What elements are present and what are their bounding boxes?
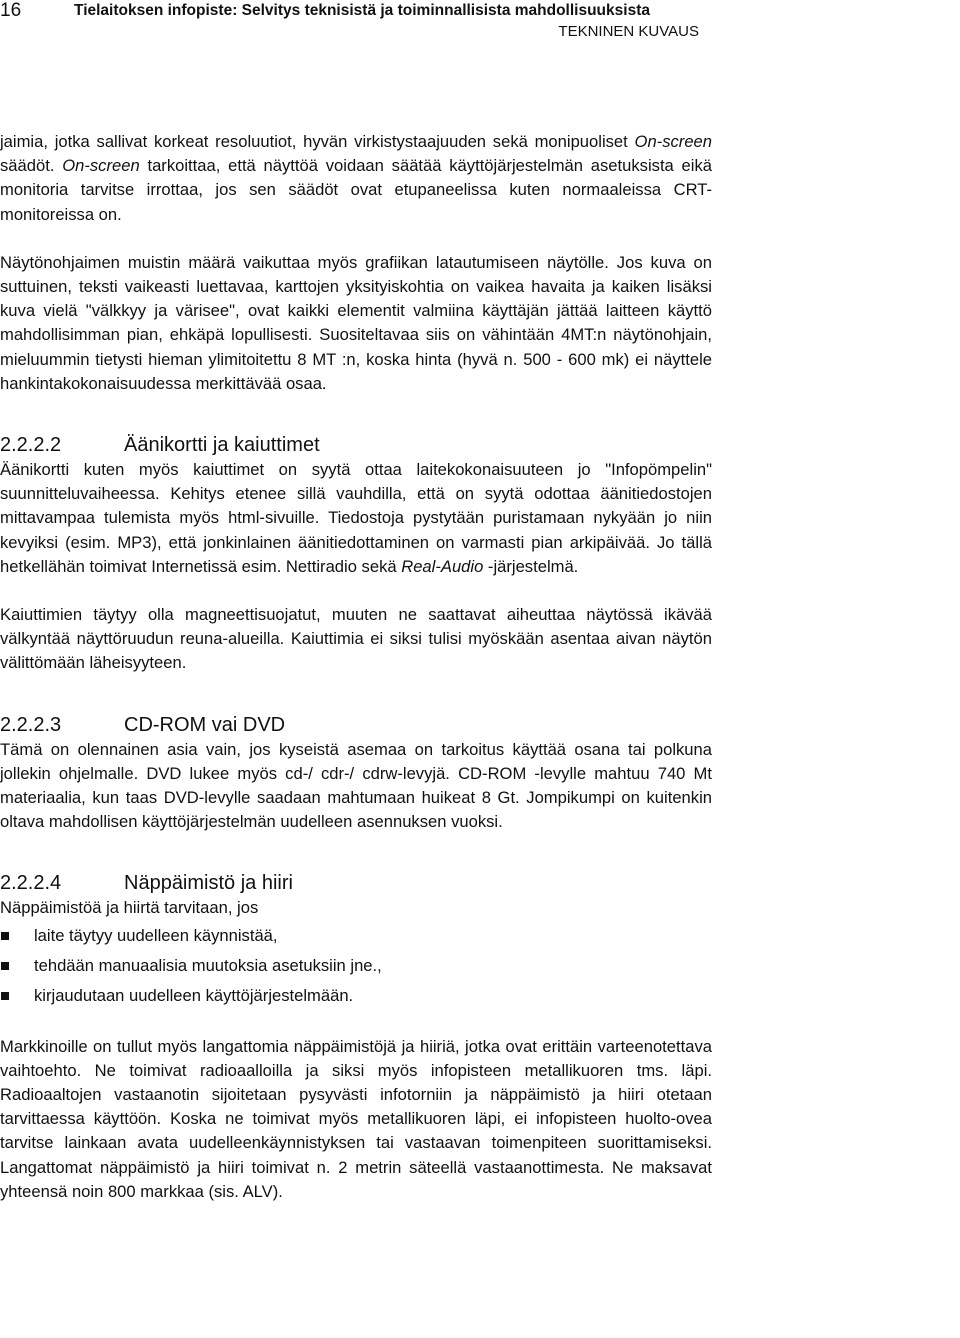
page-number: 16 xyxy=(0,0,22,21)
emphasis-real-audio: Real-Audio xyxy=(401,556,484,576)
emphasis-on-screen-2: On-screen xyxy=(62,156,140,176)
section-number: 2.2.2.2 xyxy=(0,434,62,457)
section-number: 2.2.2.4 xyxy=(0,872,62,895)
list-item: laite täytyy uudelleen käynnistää, xyxy=(0,921,712,951)
intro-paragraph-1: jaimia, jotka sallivat korkeat resoluutiot, hyvän virkistystaajuuden sekä monipuoliset On-screen säädöt. On-screen tarkoittaa, että näyttöä voidaan säätää käyttöjärjestelmän asetuksista eikä monitoria tarvitse irrottaa, jos sen säädöt ovat etupaneelissa kuten normaaleissa CRT-monitoreissa on. xyxy=(0,132,712,224)
keyboard-intro: Näppäimistöä ja hiirtä tarvitaan, jos xyxy=(0,898,259,918)
list-item: tehdään manuaalisia muutoksia asetuksiin jne., xyxy=(0,951,712,981)
section-heading-cdrom xyxy=(0,712,712,738)
bullet-square-icon xyxy=(1,992,9,1000)
sound-paragraph-2: Kaiuttimien täytyy olla magneettisuojatut, muuten ne saattavat aiheuttaa näytössä ikävää välkyntää näyttöruudun reuna-alueilla. Kaiuttimia ei siksi tulisi myöskään asentaa aivan näytön välittömään läheisyyteen. xyxy=(0,605,712,673)
section-title: Näppäimistö ja hiiri xyxy=(124,872,293,895)
section-heading-keyboard xyxy=(0,870,712,896)
list-item: kirjaudutaan uudelleen käyttöjärjestelmään. xyxy=(0,981,712,1011)
section-title: CD-ROM vai DVD xyxy=(124,713,286,736)
keyboard-paragraph-2: Markkinoille on tullut myös langattomia näppäimistöjä ja hiiriä, jotka ovat erittäin varteenotettava vaihtoehto. Ne toimivat radioaalloilla ja siksi myös infopisteen metallikuoren tms. läpi. Radioaaltojen vastaanotin sijoitetaan pysyvästi infotorniin ja näppäimistö ja hiiri otetaan tarvittaessa käyttöön. Koska ne toimivat myös metallikuoren läpi, ei infopisteen huolto-ovea tarvitse lainkaan avata uudelleenkäynnistyksen tai vastaavan toimenpiteen suorittamiseksi. Langattomat näppäimistö ja hiiri toimivat n. 2 metrin säteellä vastaanottimesta. Ne maksavat yhteensä noin 800 markkaa (sis. ALV). xyxy=(0,1036,712,1201)
section-number: 2.2.2.3 xyxy=(0,713,62,736)
header-subtitle: TEKNINEN KUVAUS xyxy=(558,23,699,40)
section-title: Äänikortti ja kaiuttimet xyxy=(124,434,320,457)
emphasis-on-screen: On-screen xyxy=(634,132,712,151)
bullet-square-icon xyxy=(1,932,9,940)
header-title: Tielaitoksen infopiste: Selvitys teknisistä ja toiminnallisista mahdollisuuksista xyxy=(74,2,650,19)
bullet-list xyxy=(0,921,712,1011)
intro-paragraph-2: Näytönohjaimen muistin määrä vaikuttaa myös grafiikan latautumiseen näytölle. Jos kuva on suttuinen, teksti vaikeasti luettavaa, karttojen yksityiskohtia on vaikea havaita ja kaiken lisäksi kuva vielä "välkkyy ja värisee", ovat kaikki elementit valmiina käyttäjän jättää laitteen käyttö mahdollisimman pian, ehkäpä lopullisesti. Suositeltavaa siis on vähintään 4MT:n näytönohjain, mieluummin tietysti hieman ylimitoitettu 8 MT :n, koska hinta (hyvä n. 500 - 600 mk) ei näyttele hankintakokonaisuudessa merkittävää osaa. xyxy=(0,252,712,393)
bullet-square-icon xyxy=(1,962,9,970)
sound-paragraph-1: Äänikortti kuten myös kaiuttimet on syytä ottaa laitekokonaisuuteen jo "Infopömpelin" suunnitteluvaiheessa. Kehitys etenee sillä vauhdilla, että on syytä odottaa äänitiedostojen mittavampaa tulemista myös html-sivuille. Tiedostoja pystytään puristamaan nykyään jo niin kevyiksi (esim. MP3), että jonkinlainen äänitiedottaminen on varmasti pian arkipäivää. Jo tällä hetkellähän toimivat Internetissä esim. Nettiradio sekä Real-Audio -järjestelmä. xyxy=(0,460,712,576)
section-heading-sound xyxy=(0,432,712,458)
document-body xyxy=(0,130,712,1204)
cdrom-paragraph-1: Tämä on olennainen asia vain, jos kyseistä asemaa on tarkoitus käyttää osana tai polkuna jollekin ohjelmalle. DVD lukee myös cd-/ cdr-/ cdrw-levyjä. CD-ROM -levylle mahtuu 740 Mt materiaalia, kun taas DVD-levylle saadaan mahtumaan huikeat 8 Gt. Jompikumpi on kuitenkin oltava mahdollisen käyttöjärjestelmän uudelleen asennuksen vuoksi. xyxy=(0,739,712,832)
